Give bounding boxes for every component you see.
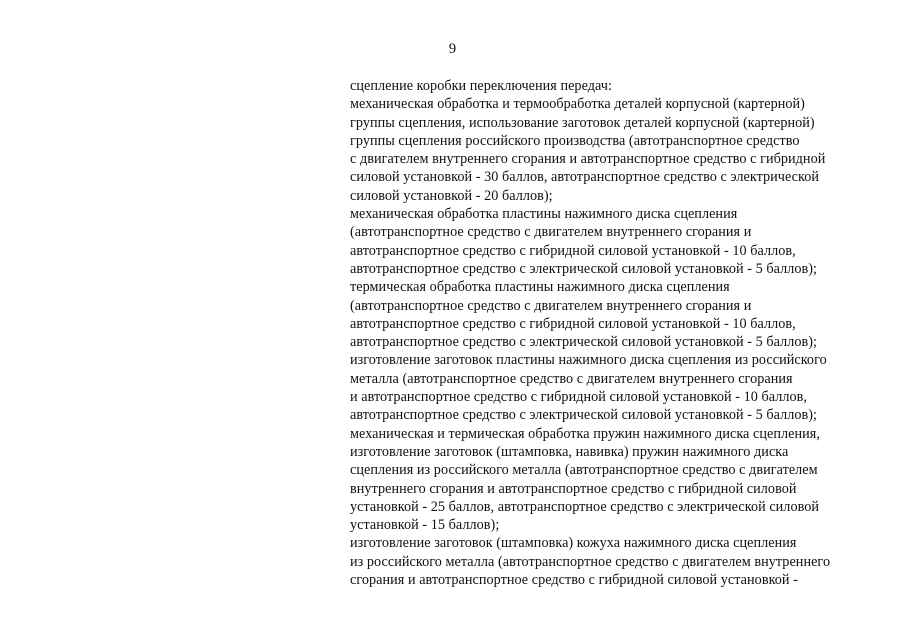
text-line: внутреннего сгорания и автотранспортное средство с гибридной силовой (350, 480, 797, 497)
text-line: изготовление заготовок пластины нажимного диска сцепления из российского (350, 352, 827, 369)
text-line: сгорания и автотранспортное средство с гибридной силовой установкой - (350, 572, 798, 589)
text-line: механическая обработка и термообработка деталей корпусной (картерной) (350, 96, 805, 113)
text-line: установкой - 15 баллов); (350, 517, 500, 534)
text-line: силовой установкой - 30 баллов, автотранспортное средство с электрической (350, 169, 820, 186)
page-number: 9 (448, 41, 457, 57)
text-line: (автотранспортное средство с двигателем внутреннего сгорания и (350, 224, 752, 241)
text-line: изготовление заготовок (штамповка, навивка) пружин нажимного диска (350, 443, 789, 460)
text-line: механическая и термическая обработка пружин нажимного диска сцепления, (350, 425, 820, 442)
text-line: и автотранспортное средство с гибридной силовой установкой - 10 баллов, (350, 389, 807, 406)
text-line: автотранспортное средство с электрической силовой установкой - 5 баллов); (350, 334, 818, 351)
text-line: сцепление коробки переключения передач: (350, 78, 612, 94)
text-line: изготовление заготовок (штамповка) кожуха нажимного диска сцепления (350, 535, 797, 552)
text-line: сцепления из российского металла (автотранспортное средство с двигателем (350, 462, 818, 479)
text-line: группы сцепления, использование заготовок деталей корпусной (картерной) (350, 114, 815, 131)
text-line: установкой - 25 баллов, автотранспортное средство с электрической силовой (350, 498, 820, 515)
text-line: механическая обработка пластины нажимного диска сцепления (350, 206, 738, 223)
text-line: силовой установкой - 20 баллов); (350, 187, 553, 204)
body-text (350, 77, 870, 589)
text-line: из российского металла (автотранспортное средство с двигателем внутреннего (350, 553, 831, 570)
text-line: металла (автотранспортное средство с двигателем внутреннего сгорания (350, 370, 793, 387)
text-line: автотранспортное средство с электрической силовой установкой - 5 баллов); (350, 260, 818, 277)
text-line: термическая обработка пластины нажимного диска сцепления (350, 279, 730, 296)
text-line: с двигателем внутреннего сгорания и автотранспортное средство с гибридной (350, 151, 826, 168)
text-line: группы сцепления российского производства (автотранспортное средство (350, 132, 800, 149)
text-line: автотранспортное средство с электрической силовой установкой - 5 баллов); (350, 407, 818, 424)
text-line: автотранспортное средство с гибридной силовой установкой - 10 баллов, (350, 315, 796, 332)
text-line: (автотранспортное средство с двигателем внутреннего сгорания и (350, 297, 752, 314)
text-line: автотранспортное средство с гибридной силовой установкой - 10 баллов, (350, 242, 796, 259)
